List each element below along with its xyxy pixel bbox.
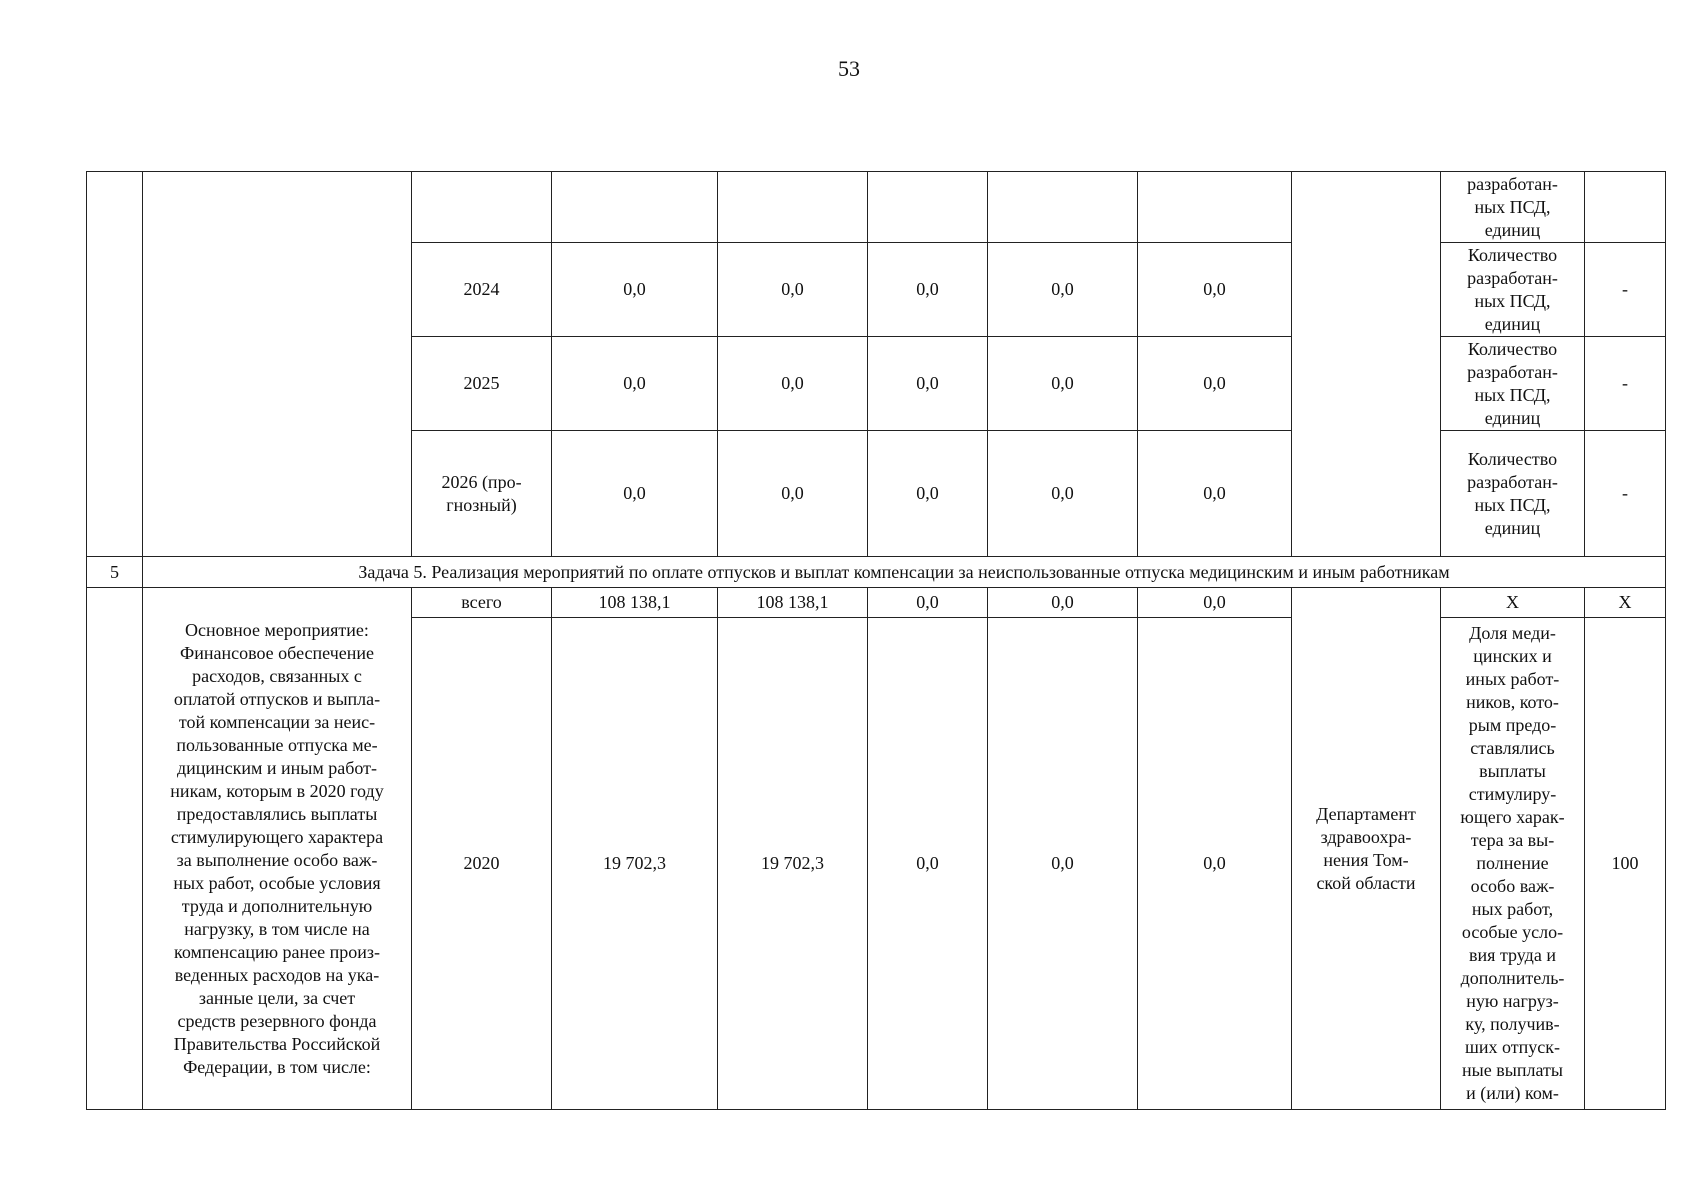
- value-cell: 19 702,3: [552, 618, 718, 1110]
- indicator-cell: Доля меди- цинских и иных работ- ников, кото- рым предо- ставлялись выплаты стимулиру- ющего харак- тера за вы- полнение особо важ- ных работ, особые усло- вия труда и дополнитель- ную нагруз- ку, получив- ших отпуск- ные выплаты и (или) ком-: [1441, 618, 1585, 1110]
- value-cell: 0,0: [718, 243, 868, 337]
- value-cell: 0,0: [988, 431, 1138, 557]
- value-cell: 0,0: [1138, 243, 1292, 337]
- value-cell: [718, 172, 868, 243]
- target-cell: [1585, 172, 1666, 243]
- value-cell: 0,0: [1138, 618, 1292, 1110]
- value-cell: 0,0: [552, 337, 718, 431]
- value-cell: 0,0: [868, 243, 988, 337]
- activity-name-cell: Основное мероприятие: Финансовое обеспечение расходов, связанных с оплатой отпусков и выпла- той компенсации за неис- пользованные отпуска ме- дицинским и иным работ- никам, которым в 2020 году предоставлялись выплаты стимулирующего характера за выполнение особо важ- ных работ, особые условия труда и дополнительную нагрузку, в том числе на компенсацию ранее произ- веденных расходов на ука- занные цели, за счет средств резервного фонда Правительства Российской Федерации, в том числе:: [143, 588, 412, 1110]
- indicator-cell: разработан- ных ПСД, единиц: [1441, 172, 1585, 243]
- target-cell: -: [1585, 243, 1666, 337]
- value-cell: 0,0: [868, 431, 988, 557]
- target-cell: 100: [1585, 618, 1666, 1110]
- value-cell: [868, 172, 988, 243]
- value-cell: 0,0: [868, 588, 988, 618]
- page-number: 53: [838, 56, 860, 81]
- value-cell: 0,0: [988, 337, 1138, 431]
- value-cell: 0,0: [1138, 431, 1292, 557]
- target-cell: -: [1585, 431, 1666, 557]
- row-number-cell: [87, 588, 143, 1110]
- value-cell: 0,0: [718, 431, 868, 557]
- indicator-cell: Количество разработан- ных ПСД, единиц: [1441, 431, 1585, 557]
- row-number-cell: [87, 172, 143, 557]
- task-title-cell: Задача 5. Реализация мероприятий по оплате отпусков и выплат компенсации за неиспользованные отпуска медицинским и иным работникам: [143, 557, 1666, 588]
- value-cell: [552, 172, 718, 243]
- value-cell: 19 702,3: [718, 618, 868, 1110]
- value-cell: 0,0: [988, 618, 1138, 1110]
- task-row: [87, 557, 1666, 588]
- indicator-cell: Количество разработан- ных ПСД, единиц: [1441, 243, 1585, 337]
- value-cell: 0,0: [868, 618, 988, 1110]
- value-cell: 0,0: [988, 243, 1138, 337]
- year-cell: [412, 172, 552, 243]
- value-cell: 0,0: [1138, 337, 1292, 431]
- activity-name-cell: [143, 172, 412, 557]
- table-row: [87, 588, 1666, 618]
- task-number-cell: 5: [87, 557, 143, 588]
- value-cell: 108 138,1: [718, 588, 868, 618]
- program-table: [86, 171, 1666, 1110]
- value-cell: 0,0: [988, 588, 1138, 618]
- indicator-cell: Количество разработан- ных ПСД, единиц: [1441, 337, 1585, 431]
- value-cell: 0,0: [552, 243, 718, 337]
- value-cell: 0,0: [1138, 588, 1292, 618]
- value-cell: [988, 172, 1138, 243]
- target-cell: Х: [1585, 588, 1666, 618]
- total-label-cell: всего: [412, 588, 552, 618]
- year-cell: 2020: [412, 618, 552, 1110]
- table-row: [87, 172, 1666, 243]
- target-cell: -: [1585, 337, 1666, 431]
- value-cell: 108 138,1: [552, 588, 718, 618]
- value-cell: [1138, 172, 1292, 243]
- executor-cell: Департамент здравоохра- нения Том- ской области: [1292, 588, 1441, 1110]
- year-cell: 2024: [412, 243, 552, 337]
- indicator-cell: Х: [1441, 588, 1585, 618]
- value-cell: 0,0: [868, 337, 988, 431]
- year-cell: 2026 (про- гнозный): [412, 431, 552, 557]
- year-cell: 2025: [412, 337, 552, 431]
- value-cell: 0,0: [552, 431, 718, 557]
- executor-cell: [1292, 172, 1441, 557]
- value-cell: 0,0: [718, 337, 868, 431]
